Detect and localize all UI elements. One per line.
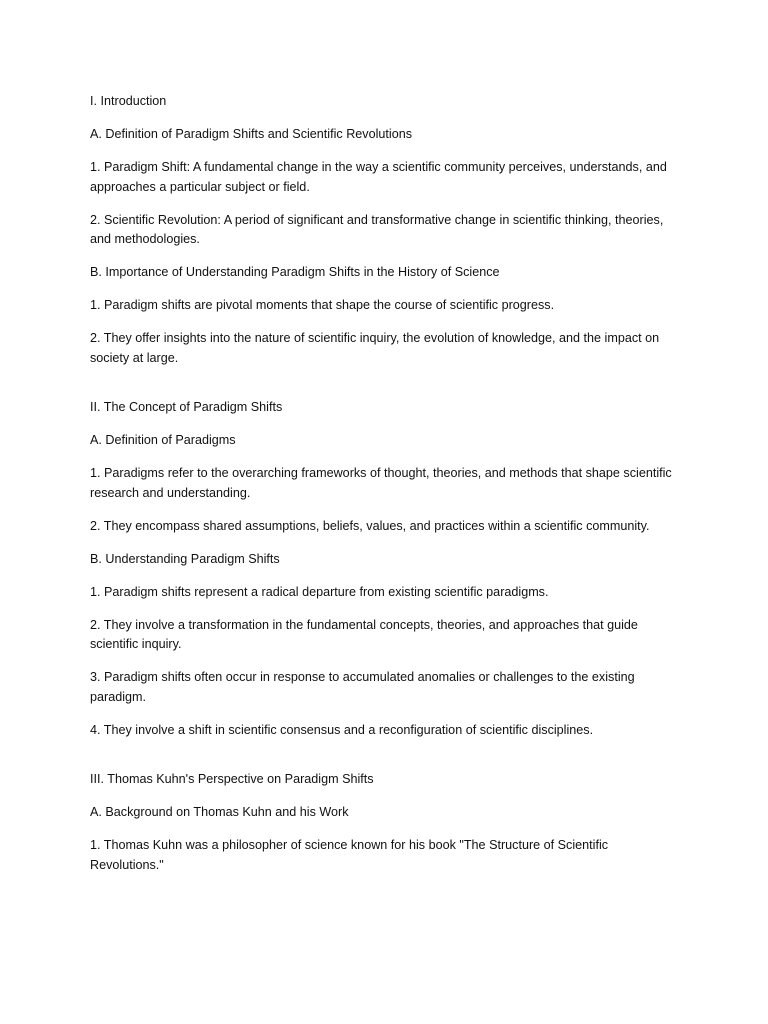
list-item: 2. They involve a transformation in the fundamental concepts, theories, and approaches that guide scientific inquiry.: [90, 617, 638, 651]
list-item: 2. They encompass shared assumptions, beliefs, values, and practices within a scientific community.: [90, 518, 650, 533]
section-heading-introduction: I. Introduction: [90, 94, 167, 108]
subheading-definition-of-paradigms: A. Definition of Paradigms: [90, 433, 236, 447]
subheading-importance: B. Importance of Understanding Paradigm Shifts in the History of Science: [90, 265, 500, 279]
section-heading-concept: II. The Concept of Paradigm Shifts: [90, 400, 283, 414]
section-heading-kuhn: III. Thomas Kuhn's Perspective on Paradigm Shifts: [90, 772, 374, 786]
list-item: 2. Scientific Revolution: A period of significant and transformative change in scientific thinking, theories, and methodologies.: [90, 212, 664, 246]
list-item: 3. Paradigm shifts often occur in response to accumulated anomalies or challenges to the existing paradigm.: [90, 670, 635, 704]
list-item: 4. They involve a shift in scientific consensus and a reconfiguration of scientific disciplines.: [90, 722, 594, 737]
list-item: 2. They offer insights into the nature of scientific inquiry, the evolution of knowledge, and the impact on society at large.: [90, 331, 660, 365]
list-item: 1. Paradigms refer to the overarching frameworks of thought, theories, and methods that shape scientific research and understanding.: [90, 466, 672, 500]
list-item: 1. Thomas Kuhn was a philosopher of science known for his book "The Structure of Scientific Revolutions.": [90, 838, 609, 872]
list-item: 1. Paradigm Shift: A fundamental change in the way a scientific community perceives, understands, and approaches a particular subject or field.: [90, 160, 667, 194]
list-item: 1. Paradigm shifts are pivotal moments that shape the course of scientific progress.: [90, 298, 555, 312]
subheading-background: A. Background on Thomas Kuhn and his Work: [90, 805, 349, 819]
subheading-understanding: B. Understanding Paradigm Shifts: [90, 551, 280, 566]
list-item: 1. Paradigm shifts represent a radical departure from existing scientific paradigms.: [90, 584, 549, 599]
subheading-definition: A. Definition of Paradigm Shifts and Scientific Revolutions: [90, 127, 413, 141]
